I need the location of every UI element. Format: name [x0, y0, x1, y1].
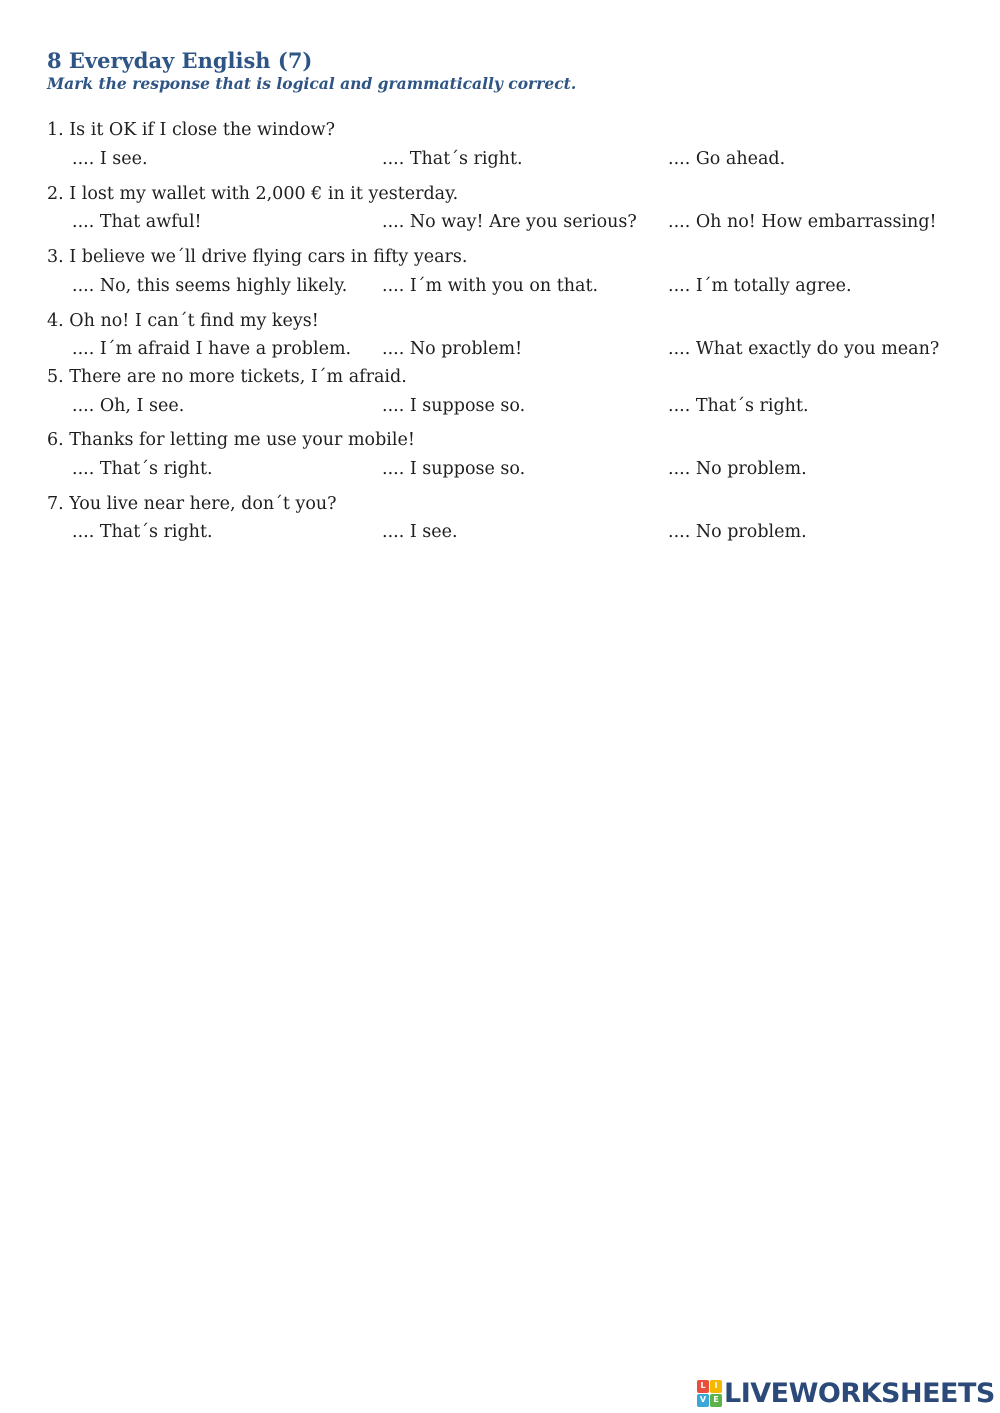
logo-mark-tile: I [710, 1380, 722, 1393]
question-7-option-a[interactable]: .... That´s right. [72, 522, 213, 542]
liveworksheets-logo-icon [697, 1380, 721, 1406]
question-3-prompt: 3. I believe we´ll drive flying cars in fifty years. [47, 247, 468, 267]
question-3-option-b[interactable]: .... I´m with you on that. [382, 276, 599, 296]
question-2-option-a[interactable]: .... That awful! [72, 212, 202, 232]
question-6-option-a[interactable]: .... That´s right. [72, 459, 213, 479]
question-7-option-c[interactable]: .... No problem. [668, 522, 807, 542]
worksheet-header [47, 48, 576, 94]
question-2-option-c[interactable]: .... Oh no! How embarrassing! [668, 212, 937, 232]
question-1-option-a[interactable]: .... I see. [72, 149, 148, 169]
question-4-option-c[interactable]: .... What exactly do you mean? [668, 339, 940, 359]
question-5-option-b[interactable]: .... I suppose so. [382, 396, 526, 416]
question-5-option-c[interactable]: .... That´s right. [668, 396, 809, 416]
logo-mark-tile: L [697, 1380, 709, 1393]
question-1-option-c[interactable]: .... Go ahead. [668, 149, 786, 169]
question-7-prompt: 7. You live near here, don´t you? [47, 494, 337, 514]
logo-mark-tile: V [697, 1394, 709, 1407]
question-3-option-a[interactable]: .... No, this seems highly likely. [72, 276, 348, 296]
question-2-prompt: 2. I lost my wallet with 2,000 € in it yesterday. [47, 184, 459, 204]
question-6-option-c[interactable]: .... No problem. [668, 459, 807, 479]
question-7-option-b[interactable]: .... I see. [382, 522, 458, 542]
question-5-option-a[interactable]: .... Oh, I see. [72, 396, 185, 416]
liveworksheets-logo-text: LIVEWORKSHEETS [724, 1377, 995, 1409]
question-2-option-b[interactable]: .... No way! Are you serious? [382, 212, 637, 232]
question-4-option-a[interactable]: .... I´m afraid I have a problem. [72, 339, 352, 359]
question-4-prompt: 4. Oh no! I can´t find my keys! [47, 311, 319, 331]
worksheet-title: 8 Everyday English (7) [47, 48, 313, 73]
logo-mark-tile: E [710, 1394, 722, 1407]
worksheet-instruction: Mark the response that is logical and grammatically correct. [47, 74, 577, 93]
question-6-option-b[interactable]: .... I suppose so. [382, 459, 526, 479]
question-1-prompt: 1. Is it OK if I close the window? [47, 120, 336, 140]
question-1-option-b[interactable]: .... That´s right. [382, 149, 523, 169]
question-6-prompt: 6. Thanks for letting me use your mobile! [47, 430, 415, 450]
question-5-prompt: 5. There are no more tickets, I´m afraid. [47, 367, 407, 387]
liveworksheets-logo [697, 1378, 995, 1408]
question-4-option-b[interactable]: .... No problem! [382, 339, 523, 359]
question-3-option-c[interactable]: .... I´m totally agree. [668, 276, 852, 296]
